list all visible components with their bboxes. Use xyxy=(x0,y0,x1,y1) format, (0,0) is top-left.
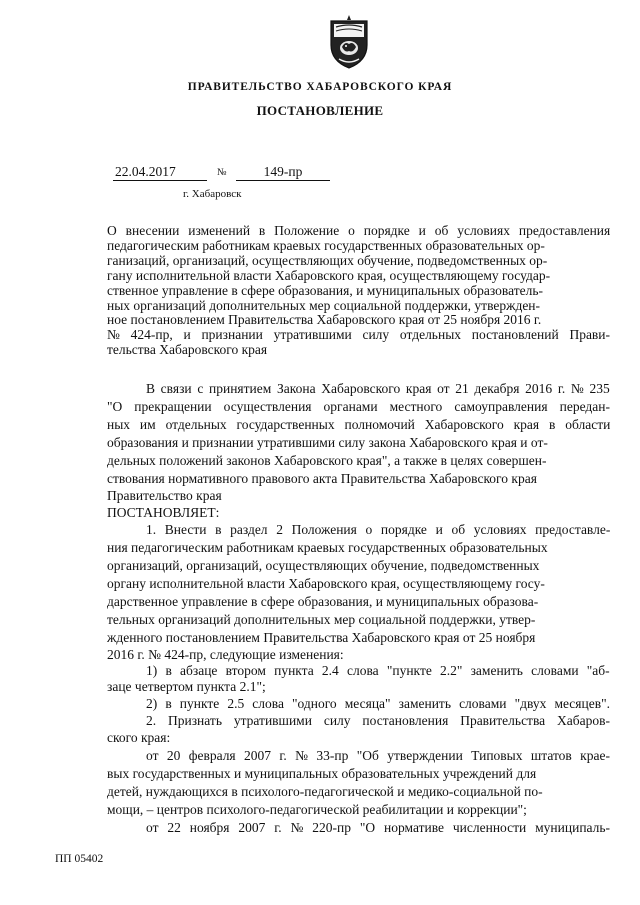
body-line: дарственное управление в сфере образования, и муниципальных образова- xyxy=(107,594,539,609)
number-sign: № xyxy=(217,167,227,178)
body-line: жденного постановлением Правительства Хабаровского края от 25 ноября xyxy=(107,630,536,645)
title-line: № 424-пр, и признании утратившими силу отдельных постановлений Прави- xyxy=(107,327,611,342)
title-line: ственное управление в сфере образования, и муниципальных образователь- xyxy=(107,283,544,298)
document-type: ПОСТАНОВЛЕНИЕ xyxy=(256,103,384,118)
body-line: 1) в абзаце втором пункта 2.4 слова "пункте 2.2" заменить словами "аб- xyxy=(146,663,610,678)
body-line: ствования нормативного правового акта Правительства Хабаровского края xyxy=(107,471,537,486)
document-number: 149-пр xyxy=(236,163,330,181)
body-line: заце четвертом пункта 2.1"; xyxy=(107,679,266,694)
title-line: ных организаций дополнительных мер социальной поддержки, утвержден- xyxy=(107,298,541,313)
body-line: от 20 февраля 2007 г. № 33-пр "Об утверждении Типовых штатов крае- xyxy=(146,748,610,763)
body-line: мощи, – центров психолого-педагогической реабилитации и коррекции"; xyxy=(107,802,527,817)
title-line: ганизаций, организаций, осуществляющих обучение, подведомственных ор- xyxy=(107,253,548,268)
title-line: тельства Хабаровского края xyxy=(107,342,268,357)
document-date: 22.04.2017 xyxy=(113,163,207,181)
title-line: О внесении изменений в Положение о порядке и об условиях предоставления xyxy=(107,223,611,238)
resolution-word: ПОСТАНОВЛЯЕТ: xyxy=(107,505,220,520)
body-line: образования и признании утратившими силу закона Хабаровского края и от- xyxy=(107,435,548,450)
title-line: педагогическим работникам краевых государственных образовательных ор- xyxy=(107,238,545,253)
title-line: ное постановлением Правительства Хабаровского края от 25 ноября 2016 г. xyxy=(107,312,542,327)
body-line: от 22 ноября 2007 г. № 220-пр "О нормативе численности муниципаль- xyxy=(146,820,611,835)
body-line: детей, нуждающихся в психолого-педагогической и медико-социальной по- xyxy=(107,784,543,799)
body-line: ния педагогическим работникам краевых государственных образовательных xyxy=(107,540,548,555)
body-line: В связи с принятием Закона Хабаровского края от 21 декабря 2016 г. № 235 xyxy=(146,381,610,396)
body-line: 2. Признать утратившими силу постановления Правительства Хабаров- xyxy=(146,713,610,728)
body-line: Правительство края xyxy=(107,488,222,503)
body-line: органу исполнительной власти Хабаровского края, осуществляющему госу- xyxy=(107,576,545,591)
government-name: ПРАВИТЕЛЬСТВО ХАБАРОВСКОГО КРАЯ xyxy=(187,81,453,93)
coat-of-arms-icon xyxy=(327,15,371,70)
body-line: вых государственных и муниципальных образовательных учреждений для xyxy=(107,766,537,781)
title-line: гану исполнительной власти Хабаровского края, осуществляющему государ- xyxy=(107,268,551,283)
body-line: тельных организаций дополнительных мер социальной поддержки, утвер- xyxy=(107,612,536,627)
body-line: дельных положений законов Хабаровского края", а также в целях совершен- xyxy=(107,453,547,468)
body-line: ского края: xyxy=(107,730,171,745)
body-line: "О прекращении осуществления органами местного самоуправления передан- xyxy=(107,399,610,414)
body-line: организаций, организаций, осуществляющих обучение, подведомственных xyxy=(107,558,540,573)
body-line: 2) в пункте 2.5 слова "одного месяца" заменить словами "двух месяцев". xyxy=(146,696,610,711)
city-name: г. Хабаровск xyxy=(183,188,242,200)
body-line: 2016 г. № 424-пр, следующие изменения: xyxy=(107,647,344,662)
footer-code: ПП 05402 xyxy=(55,853,104,865)
body-line: 1. Внести в раздел 2 Положения о порядке и об условиях предоставле- xyxy=(146,522,611,537)
body-line: ных им отдельных государственных полномочий Хабаровского края в области xyxy=(107,417,611,432)
